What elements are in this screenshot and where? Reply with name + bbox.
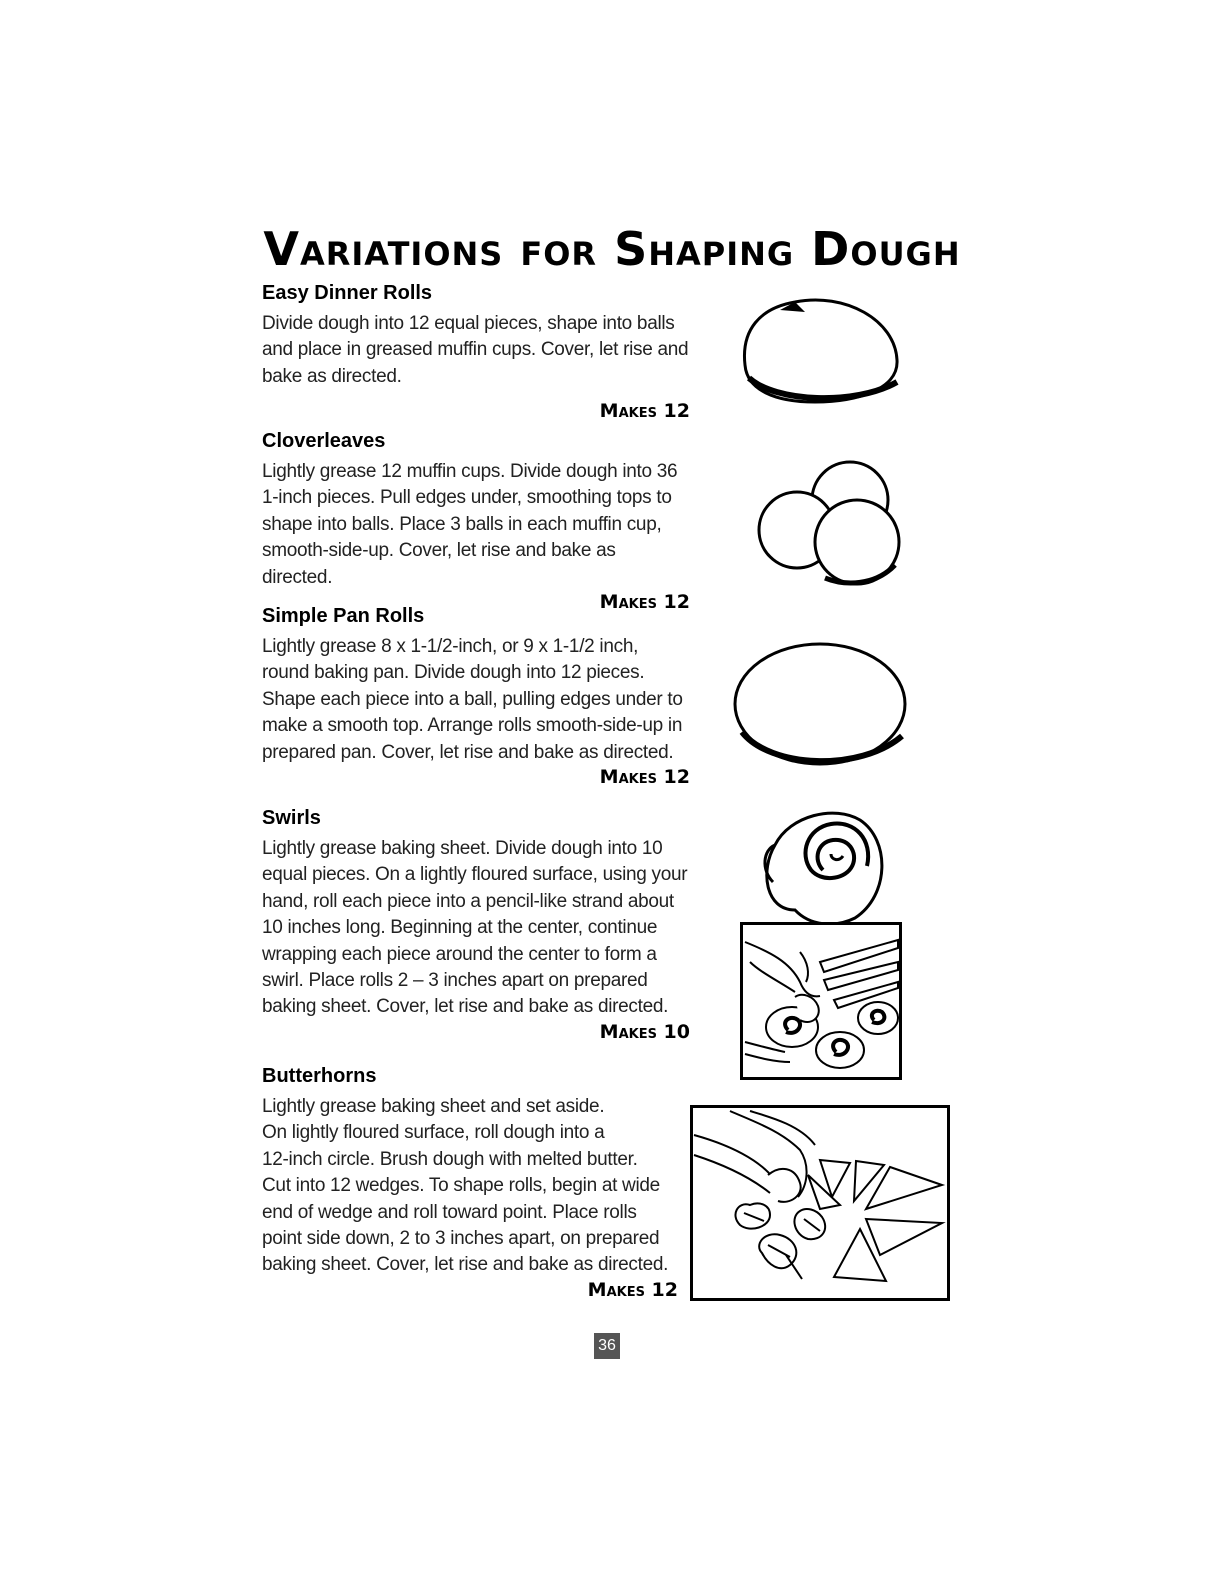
recipe-yield: Makes 12 bbox=[587, 1278, 678, 1301]
recipe-simple-pan-rolls bbox=[262, 605, 690, 788]
recipe-heading: Butterhorns bbox=[262, 1065, 377, 1087]
page-title: Variations for Shaping Dough bbox=[263, 222, 961, 276]
recipe-heading: Swirls bbox=[262, 807, 321, 829]
recipe-swirls bbox=[262, 807, 690, 1043]
recipe-instructions: Lightly grease 8 x 1-1/2-inch, or 9 x 1-1/2 inch, round baking pan. Divide dough into 12 pieces. Shape each piece into a ball, pulling edges under to make a smooth top. Arrange rolls smooth-side-up in prepared pan. Cover, let rise and bake as directed. bbox=[262, 636, 683, 763]
pan-roll-icon bbox=[730, 640, 910, 775]
recipe-heading: Simple Pan Rolls bbox=[262, 605, 425, 627]
recipe-yield: Makes 12 bbox=[599, 591, 690, 614]
recipe-yield: Makes 10 bbox=[599, 1020, 690, 1043]
cloverleaf-roll-icon bbox=[755, 460, 905, 590]
recipe-yield: Makes 12 bbox=[599, 400, 690, 423]
recipe-easy-dinner-rolls bbox=[262, 282, 690, 422]
recipe-cloverleaves bbox=[262, 430, 690, 613]
recipe-butterhorns bbox=[262, 1065, 678, 1301]
butterhorn-shaping-illustration bbox=[690, 1105, 950, 1301]
recipe-instructions: Divide dough into 12 equal pieces, shape into balls and place in greased muffin cups. Cover, let rise and bake as directed. bbox=[262, 313, 689, 387]
recipe-yield: Makes 12 bbox=[599, 766, 690, 789]
single-roll-icon bbox=[735, 290, 905, 410]
swirl-roll-icon bbox=[755, 800, 895, 930]
recipe-heading: Cloverleaves bbox=[262, 430, 386, 452]
page-number-badge: 36 bbox=[594, 1333, 620, 1359]
swirl-shaping-illustration bbox=[740, 922, 902, 1080]
recipe-instructions: Lightly grease 12 muffin cups. Divide dough into 36 1-inch pieces. Pull edges under, smoothing tops to shape into balls. Place 3 balls in each muffin cup, smooth-side-up. Cover, let rise and bake as directed. bbox=[262, 461, 678, 588]
recipe-instructions: Lightly grease baking sheet. Divide dough into 10 equal pieces. On a lightly floured surface, using your hand, roll each piece into a pencil-like strand about 10 inches long. Beginning at the center, continue wrapping each piece around the center to form a swirl. Place rolls 2 – 3 inches apart on prepared baking sheet. Cover, let rise and bake as directed. bbox=[262, 838, 688, 1018]
recipe-instructions: Lightly grease baking sheet and set aside. On lightly floured surface, roll dough into a 12-inch circle. Brush dough with melted butter. Cut into 12 wedges. To shape rolls, begin at wide end of wedge and roll toward point. Place rolls point side down, 2 to 3 inches apart, on prepared baking sheet. Cover, let rise and bake as directed. bbox=[262, 1096, 669, 1276]
recipe-heading: Easy Dinner Rolls bbox=[262, 282, 433, 304]
